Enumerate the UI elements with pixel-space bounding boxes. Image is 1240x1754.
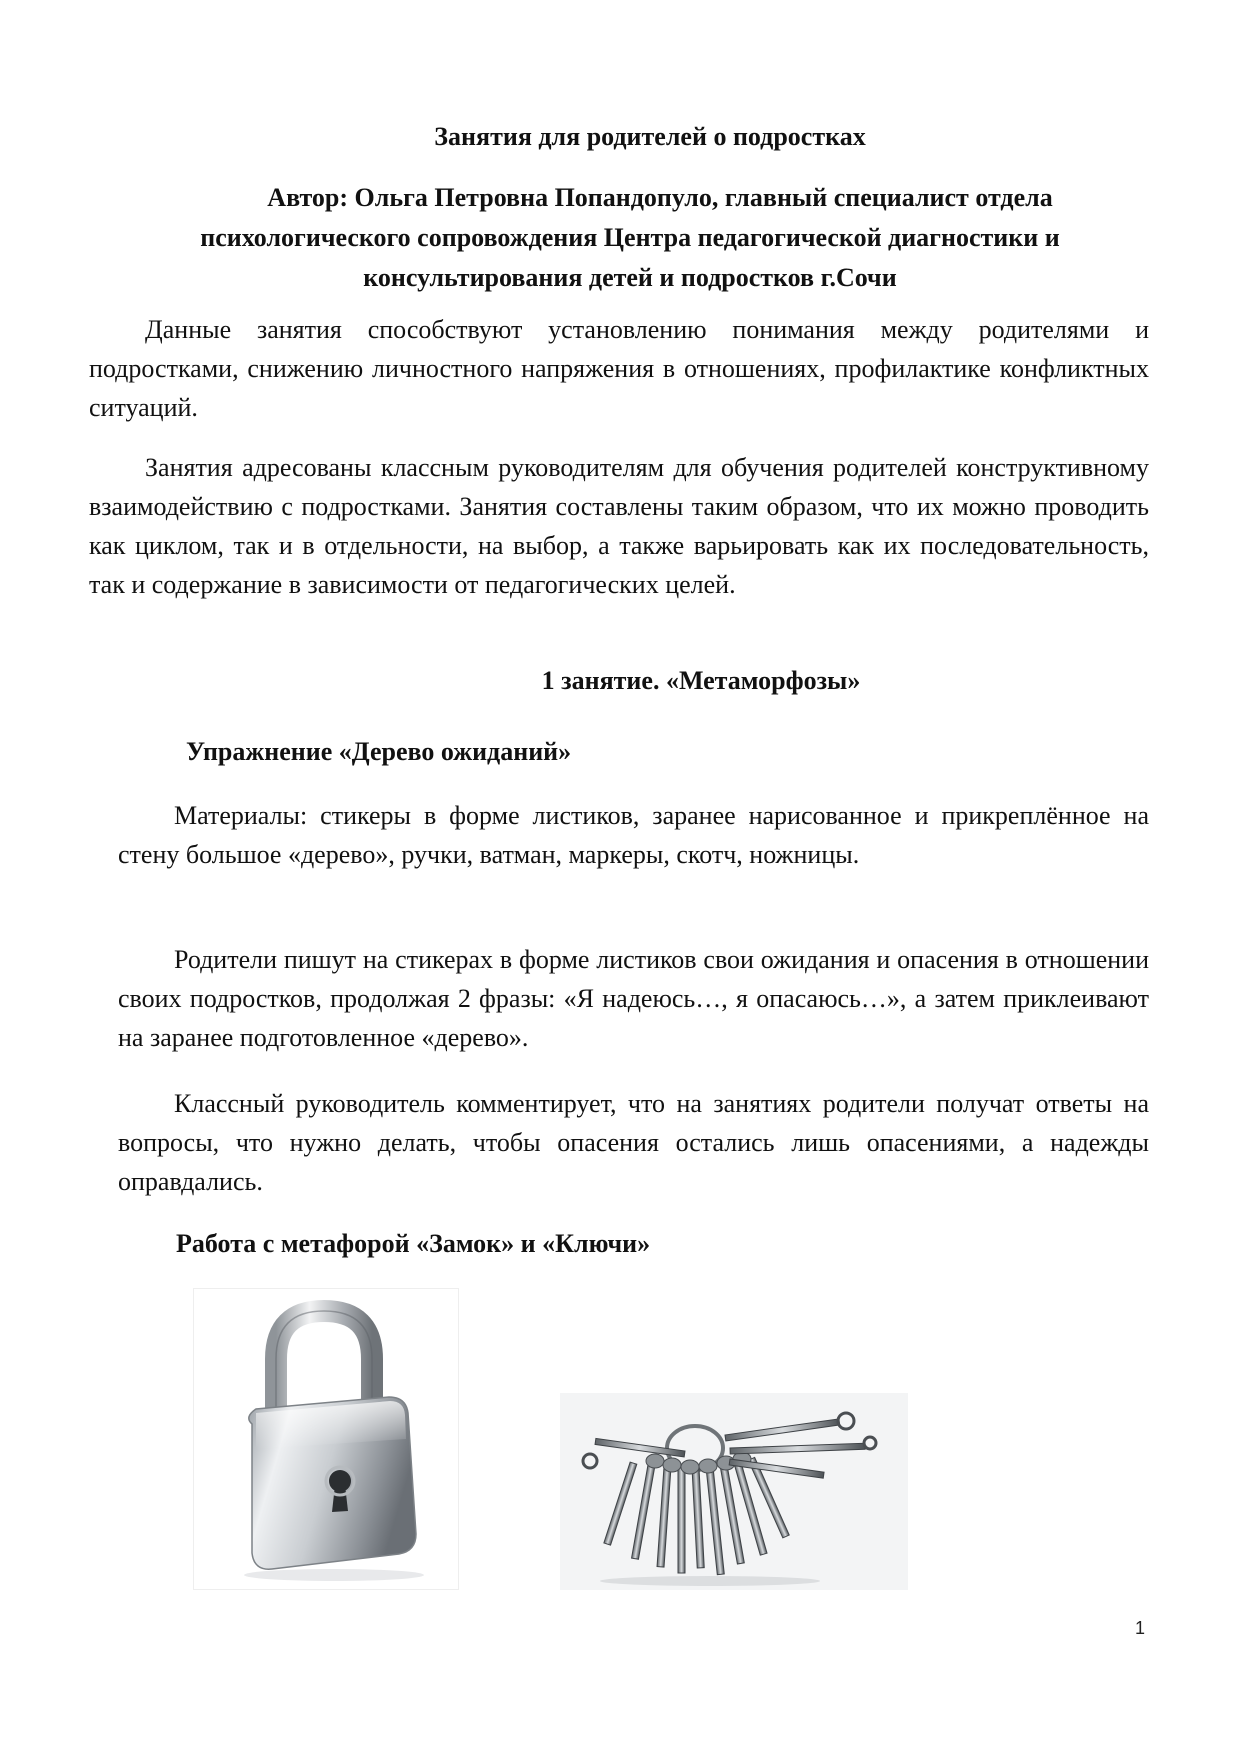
materials-paragraph: Материалы: стикеры в форме листиков, заранее нарисованное и прикреплённое на стену большое «дерево», ручки, ватман, маркеры, скотч, ножницы. [118,801,1149,869]
document-title: Занятия для родителей о подростках [434,122,866,151]
intro-paragraph-2: Занятия адресованы классным руководителям для обучения родителей конструктивному взаимодействию с подростками. Занятия составлены таким образом, что их можно проводить как циклом, так и в отдельности, на выбор, а также варьировать как их последовательность, так и содержание в зависимости от педагогических целей. [89,453,1149,599]
metaphor-heading: Работа с метафорой «Замок» и «Ключи» [176,1229,651,1258]
exercise-heading: Упражнение «Дерево ожиданий» [186,737,572,766]
intro-paragraph-1: Данные занятия способствуют установлению понимания между родителями и подростками, снижению личностного напряжения в отношениях, профилактике конфликтных ситуаций. [89,315,1149,422]
author-line-3: консультирования детей и подростков г.Сочи [363,263,897,292]
author-line-1: Автор: Ольга Петровна Попандопуло, главный специалист отдела [267,183,1053,212]
teacher-comment-paragraph: Классный руководитель комментирует, что на занятиях родители получат ответы на вопросы, что нужно делать, чтобы опасения остались лишь опасениями, а надежды оправдались. [118,1089,1149,1196]
padlock-icon [194,1289,460,1591]
author-block [130,178,1130,298]
author-line-2: психологического сопровождения Центра педагогической диагностики и [200,223,1060,252]
page-number: 1 [1134,1618,1145,1638]
keys-icon [560,1393,908,1590]
instructions-paragraph: Родители пишут на стикерах в форме листиков свои ожидания и опасения в отношении своих подростков, продолжая 2 фразы: «Я надеюсь…, я опасаюсь…», а затем приклеивают на заранее подготовленное «дерево». [118,945,1149,1052]
keys-image [560,1393,908,1590]
padlock-image [193,1288,459,1590]
lesson-heading: 1 занятие. «Метаморфозы» [541,666,861,695]
